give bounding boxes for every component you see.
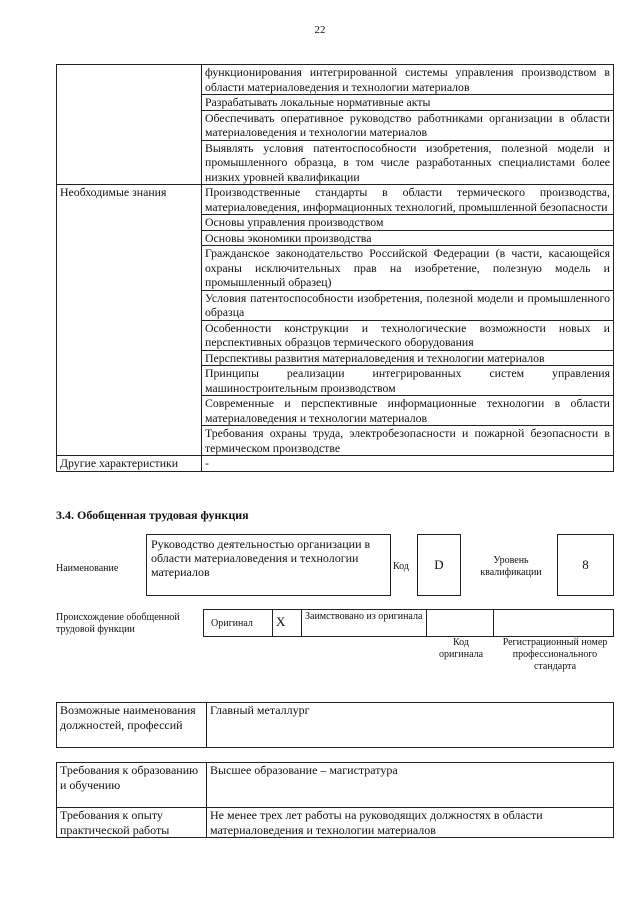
section-title: 3.4. Обобщенная трудовая функция [56, 508, 249, 522]
table-cell: Принципы реализации интегрированных систем управления машиностроительным производством [202, 366, 614, 396]
function-name-value: Руководство деятельностью организации в области материаловедения и технологии материалов [151, 537, 371, 579]
table-cell: Условия патентоспособности изобретения, полезной модели и промышленного образца [202, 290, 614, 320]
original-mark: X [276, 614, 286, 629]
table-cell: Гражданское законодательство Российской Федерации (в части, касающейся охраны исключительных прав на изобретение, полезную модель и промышленный образец) [202, 246, 614, 291]
name-label: Наименование [56, 563, 119, 574]
code-caption: Код оригинала [438, 637, 484, 660]
requirements-table [56, 762, 614, 838]
positions-value: Главный металлург [207, 703, 614, 748]
table-row [57, 808, 614, 838]
origin-label: Происхождение обобщенной трудовой функции [56, 612, 180, 635]
table-cell: Выявлять условия патентоспособности изобретения, полезной модели и промышленного образца, в том числе разработанных специалистами более низких уровней квалификации [202, 140, 614, 185]
table-cell: Производственные стандарты в области термического производства, материаловедения, информационных технологий, промышленной безопасности [202, 185, 614, 215]
table-cell: Перспективы развития материаловедения и технологии материалов [202, 350, 614, 366]
code-label: Код [393, 561, 409, 572]
code-value: D [434, 557, 444, 572]
table-cell: - [202, 456, 614, 472]
table-row [57, 703, 614, 748]
divider [493, 609, 494, 637]
knowledge-table [56, 64, 614, 472]
table-row [57, 185, 614, 215]
requirement-label: Требования к образованию и обучению [57, 763, 207, 808]
table-cell: Разрабатывать локальные нормативные акты [202, 95, 614, 111]
table-row [57, 65, 614, 95]
page-number: 22 [314, 24, 326, 36]
level-value: 8 [582, 557, 589, 572]
borrowed-label: Заимствовано из оригинала [305, 611, 423, 622]
table-cell: Основы управления производством [202, 215, 614, 231]
function-name-box [146, 534, 391, 596]
table-cell: Современные и перспективные информационные технологии в области материаловедения и технологии материалов [202, 396, 614, 426]
row-label [57, 65, 202, 185]
level-label: Уровень квалификации [480, 555, 542, 578]
reg-caption: Регистрационный номер профессионального стандарта [502, 637, 608, 672]
table-row [57, 456, 614, 472]
table-row [57, 763, 614, 808]
original-label: Оригинал [211, 618, 253, 629]
requirement-value: Не менее трех лет работы на руководящих должностях в области материаловедения и технологии материалов [207, 808, 614, 838]
table-cell: Обеспечивать оперативное руководство работниками организации в области материаловедения и технологии материалов [202, 110, 614, 140]
code-value-box [417, 534, 461, 596]
positions-table [56, 702, 614, 748]
row-label: Другие характеристики [57, 456, 202, 472]
table-cell: функционирования интегрированной системы управления производством в области материаловедения и технологии материалов [202, 65, 614, 95]
positions-label: Возможные наименования должностей, профессий [57, 703, 207, 748]
table-cell: Требования охраны труда, электробезопасности и пожарной безопасности в термическом производстве [202, 426, 614, 456]
divider [426, 609, 427, 637]
table-cell: Особенности конструкции и технологические возможности новых и перспективных образцов термического оборудования [202, 320, 614, 350]
divider [301, 609, 302, 637]
divider [272, 609, 273, 637]
requirement-label: Требования к опыту практической работы [57, 808, 207, 838]
level-value-box [557, 534, 614, 596]
row-label: Необходимые знания [57, 185, 202, 456]
table-cell: Основы экономики производства [202, 230, 614, 246]
requirement-value: Высшее образование – магистратура [207, 763, 614, 808]
